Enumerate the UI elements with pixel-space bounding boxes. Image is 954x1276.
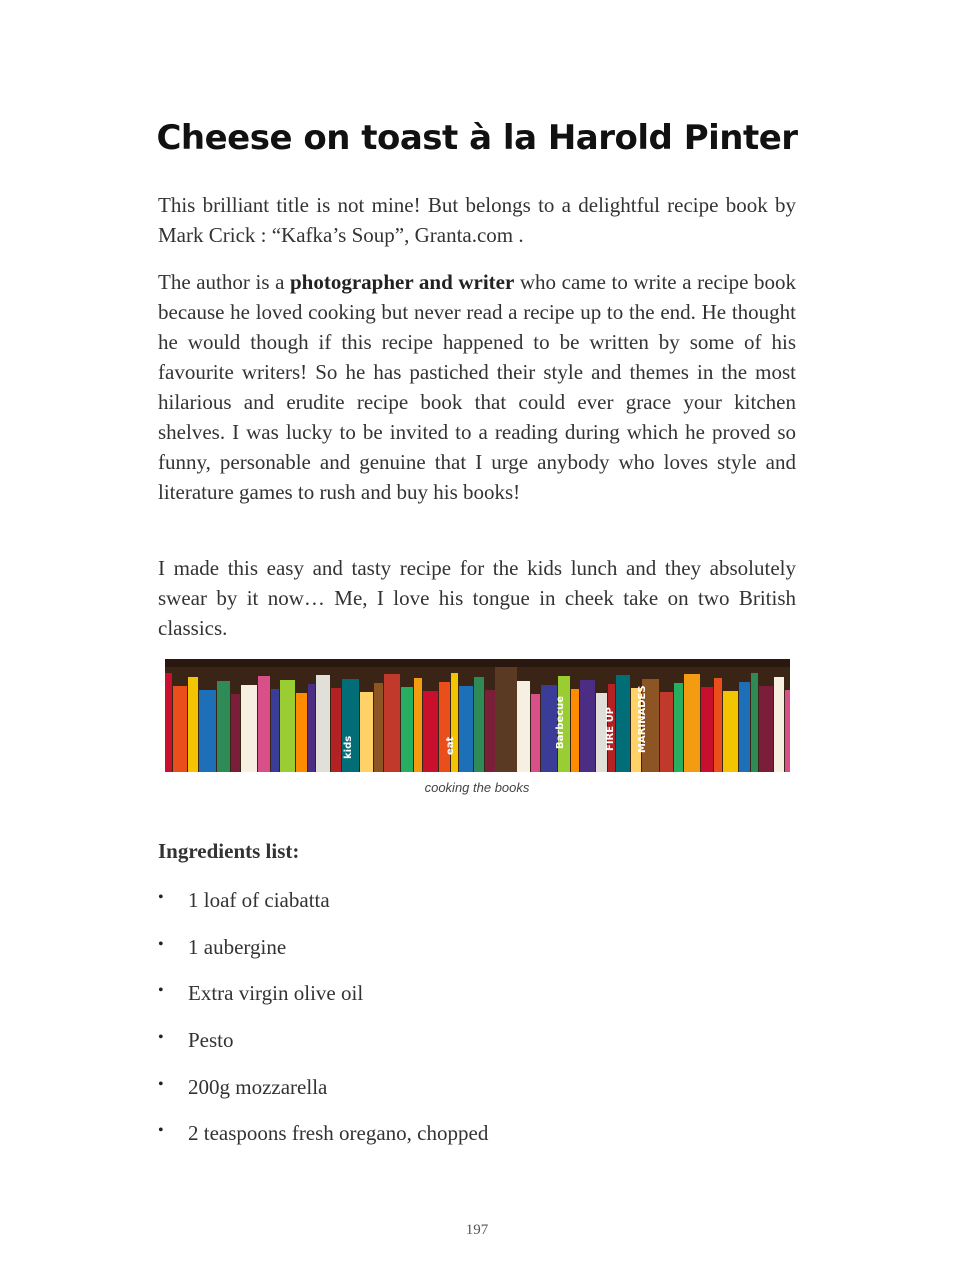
bullet-icon: • xyxy=(158,1029,164,1047)
ingredients-heading: Ingredients list: xyxy=(158,839,300,863)
author-paragraph-end: who came to write a recipe book because he loved cooking but never read a recipe up to the end. He thought he would though if this recipe happened to be written by some of his favourite writers! So he has pastiched their style and themes in the most hilarious and erudite recipe book that could ever grace your kitchen shelves. I was lucky to be invited to a reading during which he proved so funny, personable and genuine that I urge anybody who loves style and literature games to rush and buy his books! xyxy=(158,270,797,504)
ingredient-text: 2 teaspoons fresh oregano, chopped xyxy=(188,1121,489,1146)
bookshelf-photo xyxy=(165,659,790,772)
page-title: Cheese on toast à la Harold Pinter xyxy=(156,118,798,158)
bookshelf-illustration xyxy=(165,659,790,772)
ingredient-text: 200g mozzarella xyxy=(188,1074,328,1099)
recipe-paragraph: I made this easy and tasty recipe for the kids lunch and they absolutely swear by it now… Me, I love his tongue in cheek take on two British classics. xyxy=(158,556,796,640)
author-paragraph-start: The author is a xyxy=(158,270,290,294)
intro-paragraph: This brilliant title is not mine! But belongs to a delightful recipe book by Mark Crick : “Kafka’s Soup”, Granta.com . xyxy=(158,193,796,247)
ingredient-text: Pesto xyxy=(188,1028,234,1053)
book-spine-text: Barbecue xyxy=(555,695,566,749)
book-spine-text: MARINADES xyxy=(637,685,648,753)
bullet-icon: • xyxy=(158,889,164,906)
book-spine-text: eat xyxy=(445,736,456,755)
book-spine-text: FIRE UP xyxy=(605,706,616,751)
page-number: 197 xyxy=(465,1222,489,1238)
author-paragraph xyxy=(158,267,796,507)
bullet-icon: • xyxy=(158,982,164,1000)
ingredient-text: 1 loaf of ciabatta xyxy=(188,888,330,912)
bullet-icon: • xyxy=(158,935,164,953)
bullet-icon: • xyxy=(158,1075,164,1093)
photo-caption: cooking the books xyxy=(424,780,530,795)
ingredient-text: Extra virgin olive oil xyxy=(188,981,364,1006)
ingredient-text: 1 aubergine xyxy=(188,934,287,959)
bullet-icon: • xyxy=(158,1122,164,1140)
book-spine-text: kids xyxy=(343,735,354,759)
author-paragraph-bold: photographer and writer xyxy=(290,270,515,294)
